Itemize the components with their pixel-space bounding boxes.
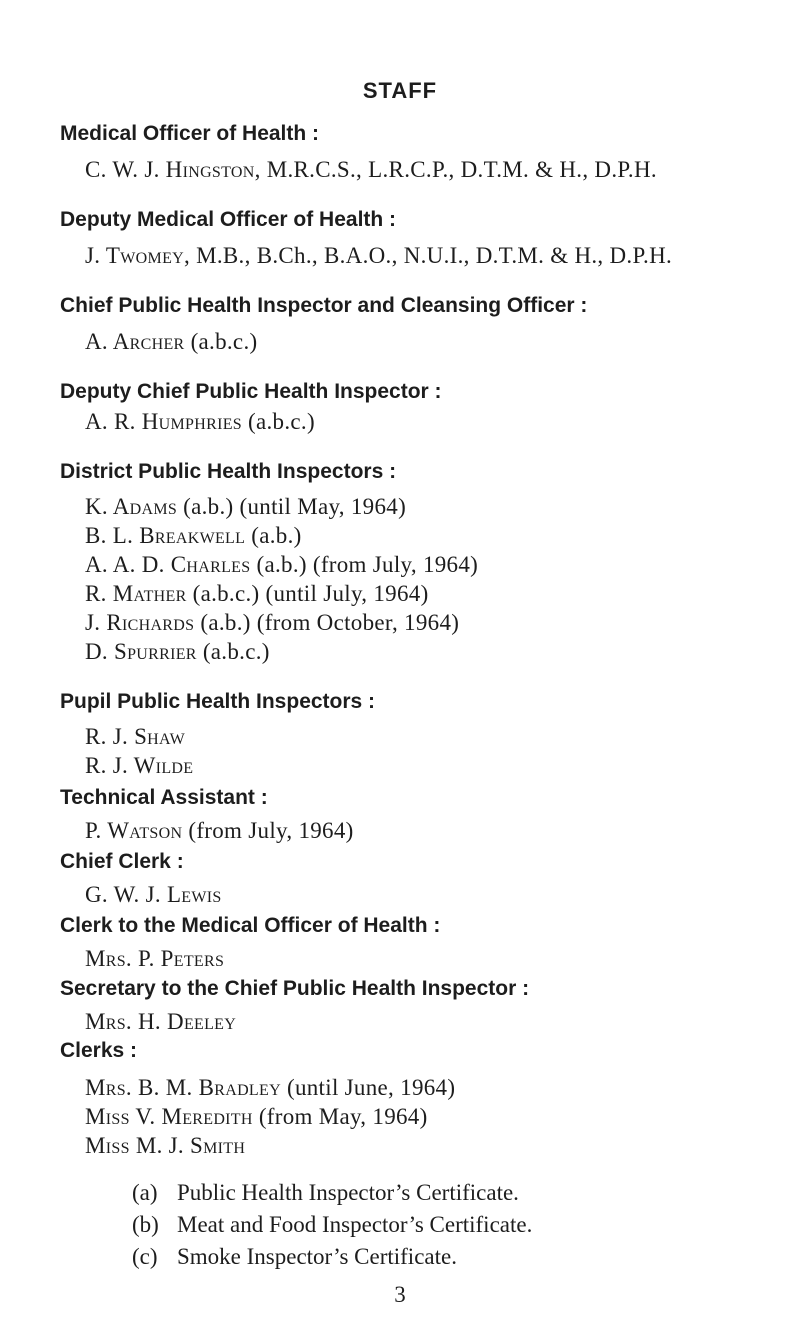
staff-detail: (until June, 1964)	[287, 1075, 456, 1100]
staff-detail: (from May, 1964)	[258, 1104, 428, 1129]
section-heading-chief-inspector: Chief Public Health Inspector and Cleansing Officer :	[60, 294, 588, 317]
staff-name: J. Richards	[85, 610, 195, 635]
staff-name: J. Twomey,	[85, 243, 191, 268]
staff-entry	[85, 610, 459, 636]
staff-detail: (a.b.c.) (until July, 1964)	[192, 581, 429, 606]
section-heading-deputy-chief-inspector: Deputy Chief Public Health Inspector :	[60, 380, 442, 403]
staff-name: Mrs. B. M. Bradley	[85, 1075, 281, 1100]
staff-detail: (a.b.c.)	[202, 639, 270, 664]
staff-name: Mrs. P. Peters	[85, 946, 225, 971]
staff-entry	[85, 409, 315, 435]
section-heading-clerks: Clerks :	[60, 1039, 138, 1062]
staff-name: A. R. Humphries	[85, 409, 242, 434]
page-number: 3	[394, 1282, 406, 1307]
staff-name: R. J. Shaw	[85, 724, 186, 749]
staff-name: Mrs. H. Deeley	[85, 1009, 237, 1034]
footnote-text: Public Health Inspector’s Certificate.	[177, 1180, 519, 1205]
staff-name: K. Adams	[85, 494, 178, 519]
staff-name: R. Mather	[85, 581, 187, 606]
staff-entry	[85, 946, 224, 972]
staff-entry	[85, 581, 429, 607]
staff-entry	[85, 724, 185, 750]
staff-entry	[85, 523, 302, 549]
footnote-text: Smoke Inspector’s Certificate.	[177, 1244, 457, 1269]
staff-entry	[85, 157, 657, 183]
staff-entry	[85, 639, 270, 665]
section-heading-clerk-to-moh: Clerk to the Medical Officer of Health :	[60, 914, 441, 937]
staff-name: A. A. D. Charles	[85, 552, 251, 577]
staff-detail: (a.b.c.)	[248, 409, 315, 434]
footnote-text: Meat and Food Inspector’s Certificate.	[177, 1212, 533, 1237]
staff-entry	[85, 1133, 245, 1159]
footnote-b	[132, 1212, 532, 1238]
footnote-c	[132, 1244, 457, 1270]
section-heading-secretary: Secretary to the Chief Public Health Inspector :	[60, 977, 530, 1000]
section-heading-pupil-inspectors: Pupil Public Health Inspectors :	[60, 690, 376, 713]
staff-name: R. J. Wilde	[85, 753, 194, 778]
staff-entry	[85, 243, 672, 269]
page-title: STAFF	[362, 78, 438, 103]
staff-name: C. W. J. Hingston,	[85, 157, 261, 182]
staff-detail: (a.b.c.)	[190, 329, 258, 354]
staff-entry	[85, 329, 257, 355]
staff-entry	[85, 494, 406, 520]
staff-entry	[85, 882, 222, 908]
staff-detail: M.R.C.S., L.R.C.P., D.T.M. & H., D.P.H.	[266, 157, 657, 182]
staff-detail: (a.b.) (from July, 1964)	[256, 552, 479, 577]
staff-name: Miss V. Meredith	[85, 1104, 253, 1129]
footnote-key: (b)	[132, 1212, 159, 1237]
footnote-a	[132, 1180, 519, 1206]
staff-entry	[85, 1009, 236, 1035]
staff-name: Miss M. J. Smith	[85, 1133, 246, 1158]
staff-detail: (a.b.)	[251, 523, 302, 548]
staff-name: P. Watson	[85, 818, 183, 843]
staff-detail: M.B., B.Ch., B.A.O., N.U.I., D.T.M. & H., D.P.H.	[196, 243, 673, 268]
staff-name: D. Spurrier	[85, 639, 197, 664]
staff-name: G. W. J. Lewis	[85, 882, 222, 907]
section-heading-chief-clerk: Chief Clerk :	[60, 850, 184, 873]
staff-entry	[85, 753, 193, 779]
section-heading-technical-assistant: Technical Assistant :	[60, 786, 268, 809]
section-heading-district-inspectors: District Public Health Inspectors :	[60, 460, 397, 483]
staff-detail: (a.b.) (from October, 1964)	[200, 610, 460, 635]
staff-entry	[85, 1075, 455, 1101]
footnote-key: (a)	[132, 1180, 158, 1205]
staff-entry	[85, 818, 354, 844]
staff-name: B. L. Breakwell	[85, 523, 246, 548]
staff-entry	[85, 552, 478, 578]
staff-detail: (from July, 1964)	[188, 818, 354, 843]
staff-name: A. Archer	[85, 329, 185, 354]
staff-entry	[85, 1104, 428, 1130]
staff-detail: (a.b.) (until May, 1964)	[183, 494, 407, 519]
section-heading-medical-officer: Medical Officer of Health :	[60, 122, 320, 145]
section-heading-deputy-medical-officer: Deputy Medical Officer of Health :	[60, 208, 397, 231]
footnote-key: (c)	[132, 1244, 158, 1269]
